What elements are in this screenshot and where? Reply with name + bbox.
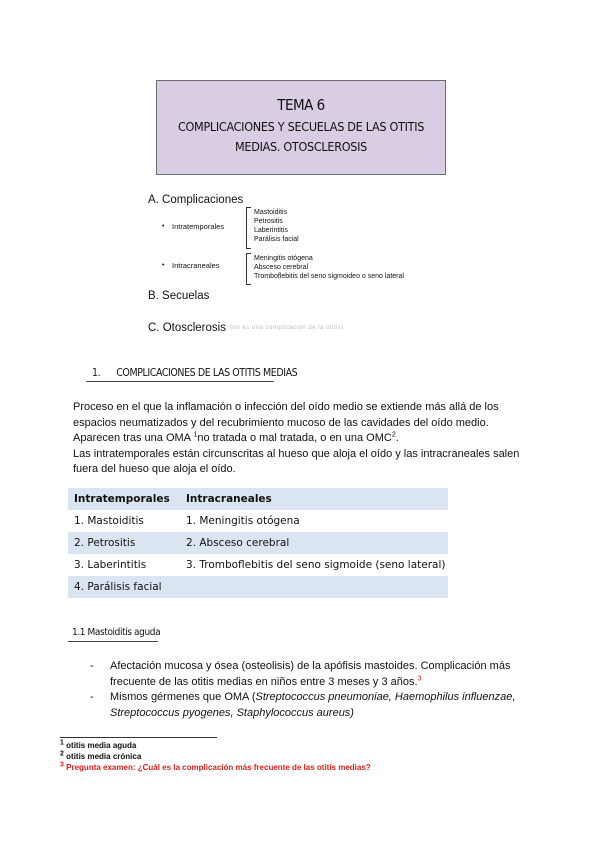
table-cell bbox=[180, 576, 448, 598]
section-1-title: COMPLICACIONES DE LAS OTITIS MEDIAS bbox=[116, 367, 298, 379]
table-cell: 1. Meningitis otógena bbox=[186, 515, 300, 527]
section-1-heading bbox=[92, 367, 297, 379]
bullet-icon: • bbox=[162, 223, 165, 230]
bullet-text bbox=[110, 659, 530, 690]
paragraph-text: no tratada o mal tratada, o en una OMC bbox=[197, 432, 392, 444]
footnote-number: 1 bbox=[60, 739, 64, 747]
bullet-text-body: Mismos gérmenes que OMA ( bbox=[110, 691, 256, 703]
paragraph-text: . bbox=[395, 432, 399, 444]
footnote-number: 3 bbox=[60, 761, 64, 769]
dash-bullet: - bbox=[90, 691, 94, 703]
table-cell: 2. Absceso cerebral bbox=[180, 532, 448, 554]
section-1-number: 1. bbox=[92, 367, 101, 379]
title-line-1: TEMA 6 bbox=[277, 96, 325, 114]
title-box bbox=[156, 80, 446, 175]
title-line-3: MEDIAS. OTOSCLEROSIS bbox=[235, 139, 367, 154]
table-cell: 2. Petrositis bbox=[68, 532, 180, 554]
title-line-2: COMPLICACIONES Y SECUELAS DE LAS OTITIS bbox=[177, 119, 425, 134]
paragraph-line-1: Proceso en el que la inflamación o infección del oído medio se extiende más allá de los espacios neumatizados y del recubrimiento mucoso de las cavidades del oído medio. bbox=[73, 401, 499, 429]
intratemporales-brace bbox=[246, 207, 251, 249]
bullet-icon: • bbox=[162, 262, 165, 269]
footnote-text: otitis media crónica bbox=[66, 752, 142, 761]
footnote-1 bbox=[60, 741, 136, 751]
table-row bbox=[68, 576, 448, 598]
schema-intratemporales-label: Intratemporales bbox=[172, 222, 225, 231]
footnote-text: Pregunta examen: ¿Cuál es la complicación más frecuente de las otitis medias? bbox=[66, 763, 371, 772]
table-row bbox=[68, 532, 448, 554]
dash-bullet: - bbox=[90, 660, 94, 672]
list-item: Petrositis bbox=[254, 218, 283, 225]
schema-intracraneales-label: Intracraneales bbox=[172, 261, 220, 270]
intratemporales-list bbox=[254, 208, 299, 244]
table-row bbox=[68, 510, 448, 532]
list-item: Parálisis facial bbox=[254, 236, 299, 243]
section-1-underline bbox=[86, 381, 274, 382]
bullet-text-body: Afectación mucosa y ósea (osteolisis) de la apófisis mastoides. Complicación más frecuente de las otitis medias en niños entre 3 meses y 3 años. bbox=[110, 660, 511, 688]
table-cell: 1. Mastoiditis bbox=[74, 515, 144, 527]
paragraph-line-2 bbox=[73, 431, 543, 447]
list-item: Mastoiditis bbox=[254, 209, 288, 216]
bullet-text-italic: Streptococcus pneumoniae, Haemophilus influenzae, Streptococcus pyogenes, Staphylococcus aureus) bbox=[110, 691, 516, 719]
footnote-ref-3: 3 bbox=[417, 674, 422, 682]
list-item: Laberintitis bbox=[254, 227, 288, 234]
footnote-number: 2 bbox=[60, 750, 64, 758]
list-item: Absceso cerebral bbox=[254, 264, 309, 271]
bullet-text bbox=[110, 690, 530, 721]
footnote-2 bbox=[60, 752, 141, 762]
footnote-ref-1: 1 bbox=[193, 431, 198, 439]
table-header-intracraneales: Intracraneales bbox=[180, 488, 448, 510]
footnote-3 bbox=[60, 763, 371, 773]
intracraneales-brace bbox=[246, 253, 251, 285]
footnote-ref-2: 2 bbox=[391, 431, 396, 439]
paragraph-text: Aparecen tras una OMA bbox=[73, 432, 194, 444]
table-row bbox=[68, 554, 448, 576]
footnote-separator bbox=[60, 737, 217, 738]
section-1-1-underline bbox=[68, 641, 158, 642]
bullet-item-1 bbox=[90, 659, 530, 690]
schema-b-label: B. Secuelas bbox=[148, 290, 210, 302]
table-header-row bbox=[68, 488, 448, 510]
schema-a-label: A. Complicaciones bbox=[148, 194, 244, 206]
list-item: Meningitis otógena bbox=[254, 255, 313, 262]
schema-c-note: (no es una complicación de la otitis) bbox=[230, 325, 344, 331]
table-header-intratemporales: Intratemporales bbox=[68, 488, 180, 510]
table-cell: 4. Parálisis facial bbox=[68, 576, 180, 598]
footnote-text: otitis media aguda bbox=[66, 741, 137, 750]
paragraph-line-3: Las intratemporales están circunscritas al hueso que aloja el oído y las intracraneales salen fuera del hueso que aloja el oído. bbox=[73, 447, 520, 475]
table-cell: 3. Laberintitis bbox=[74, 559, 147, 571]
complications-table bbox=[68, 488, 448, 598]
table-cell: 3. Tromboflebitis del seno sigmoide (seno lateral) bbox=[186, 559, 446, 571]
schema-c-label: C. Otosclerosis bbox=[148, 322, 226, 334]
bullet-item-2 bbox=[90, 690, 530, 721]
intracraneales-list bbox=[254, 254, 404, 281]
section-1-1-heading: 1.1 Mastoiditis aguda bbox=[72, 627, 161, 638]
list-item: Tromboflebitis del seno sigmoideo o seno lateral bbox=[254, 273, 404, 280]
intro-paragraph bbox=[73, 400, 543, 478]
